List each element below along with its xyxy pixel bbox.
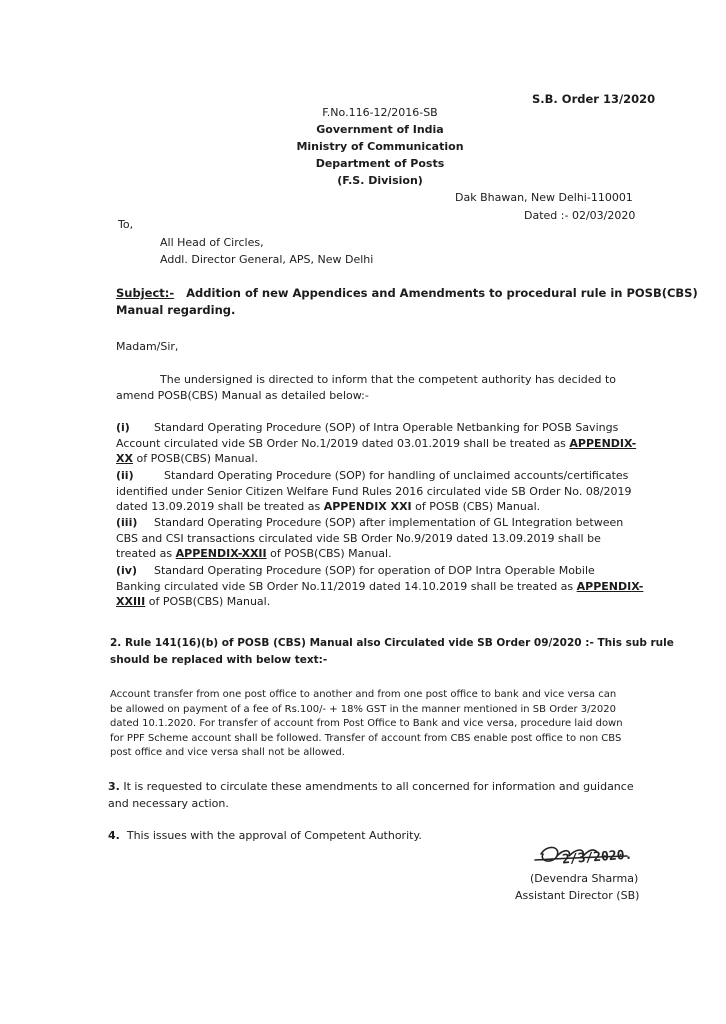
- item-text: Standard Operating Procedure (SOP) for operation of DOP Intra Operable Mobile: [154, 564, 595, 577]
- rule-line: for PPF Scheme account shall be followed. Transfer of account from CBS enable post office to non CBS: [110, 732, 622, 744]
- handwritten-date: 2/3/2020.: [561, 847, 633, 868]
- item-text: Account circulated vide SB Order No.1/2019 dated 03.01.2019 shall be treated as: [116, 436, 570, 450]
- letterhead-line: (F.S. Division): [337, 174, 423, 187]
- order-number: S.B. Order 13/2020: [532, 92, 656, 106]
- office-address: Dak Bhawan, New Delhi-110001: [455, 191, 633, 204]
- to-label: To,: [118, 218, 134, 231]
- rule-heading-cont: should be replaced with below text:-: [110, 654, 328, 666]
- recipient: Addl. Director General, APS, New Delhi: [160, 253, 374, 266]
- item-label: (i): [116, 421, 130, 434]
- file-number: F.No.116-12/2016-SB: [322, 106, 438, 119]
- subject-text-cont: Manual regarding.: [116, 303, 236, 317]
- item-text: treated as: [116, 547, 176, 561]
- letterhead-line: Government of India: [316, 123, 444, 136]
- point-text: It is requested to circulate these amendments to all concerned for information and guidance: [123, 780, 634, 793]
- point-3-cont: and necessary action.: [108, 797, 229, 810]
- item-text: Banking circulated vide SB Order No.11/2019 dated 14.10.2019 shall be treated as: [116, 579, 577, 593]
- date-line: Dated :- 02/03/2020: [524, 209, 636, 222]
- list-item: [116, 420, 656, 467]
- list-item: [116, 515, 656, 562]
- appendix-ref: XXIII: [116, 595, 146, 609]
- point-3: [108, 780, 634, 793]
- signatory-name: (Devendra Sharma): [530, 872, 639, 885]
- item-text: of POSB (CBS) Manual.: [411, 500, 541, 514]
- item-text: Standard Operating Procedure (SOP) after implementation of GL Integration between: [154, 516, 624, 529]
- appendix-ref: APPENDIX-: [576, 579, 644, 593]
- rule-text: [110, 688, 623, 761]
- item-label: (ii): [116, 469, 134, 482]
- item-text: dated 13.09.2019 shall be treated as: [116, 500, 324, 514]
- item-text: CBS and CSI transactions circulated vide SB Order No.9/2019 dated 13.09.2019 shall be: [116, 531, 601, 545]
- subject-label: Subject:-: [116, 286, 175, 300]
- intro-text: The undersigned is directed to inform that the competent authority has decided to: [160, 373, 617, 386]
- item-text: of POSB(CBS) Manual.: [266, 547, 392, 561]
- item-label: (iii): [116, 516, 138, 529]
- subject-text: Addition of new Appendices and Amendments to procedural rule in POSB(CBS): [186, 286, 698, 300]
- letterhead-line: Department of Posts: [315, 157, 445, 170]
- point-text: This issues with the approval of Competent Authority.: [126, 829, 422, 842]
- rule-line: post office and vice versa shall not be allowed.: [110, 747, 345, 759]
- letterhead: [280, 104, 480, 189]
- rule-line: dated 10.1.2020. For transfer of account from Post Office to Bank and vice versa, procedure laid down: [110, 718, 623, 730]
- item-text: identified under Senior Citizen Welfare Fund Rules 2016 circulated vide SB Order No. 08/2019: [116, 484, 632, 498]
- intro-text-cont: amend POSB(CBS) Manual as detailed below:-: [116, 389, 369, 402]
- letterhead-line: Ministry of Communication: [296, 140, 464, 153]
- recipient: All Head of Circles,: [160, 236, 264, 249]
- salutation: Madam/Sir,: [116, 340, 179, 353]
- appendix-ref: APPENDIX-: [569, 436, 637, 450]
- rule-heading: 2. Rule 141(16)(b) of POSB (CBS) Manual also Circulated vide SB Order 09/2020 :- This sub rule: [110, 637, 674, 649]
- point-number: 4.: [108, 829, 120, 842]
- rule-line: be allowed on payment of a fee of Rs.100/- + 18% GST in the manner mentioned in SB Order 3/2020: [110, 703, 616, 715]
- item-text: Standard Operating Procedure (SOP) of Intra Operable Netbanking for POSB Savings: [154, 421, 619, 434]
- item-text: of POSB(CBS) Manual.: [132, 452, 258, 466]
- item-label: (iv): [116, 564, 137, 577]
- point-4: [108, 829, 422, 842]
- appendix-ref: APPENDIX-XXII: [175, 547, 267, 561]
- item-text: of POSB(CBS) Manual.: [145, 595, 271, 609]
- point-number: 3.: [108, 780, 120, 793]
- list-item: [116, 563, 656, 610]
- list-item: [116, 468, 656, 515]
- appendix-ref: XX: [116, 452, 133, 466]
- item-text: Standard Operating Procedure (SOP) for handling of unclaimed accounts/certificates: [164, 469, 629, 482]
- appendix-ref: APPENDIX XXI: [323, 500, 412, 514]
- rule-line: Account transfer from one post office to another and from one post office to bank and vice versa can: [110, 689, 617, 700]
- subject-line: [116, 286, 698, 300]
- signatory-designation: Assistant Director (SB): [515, 889, 640, 902]
